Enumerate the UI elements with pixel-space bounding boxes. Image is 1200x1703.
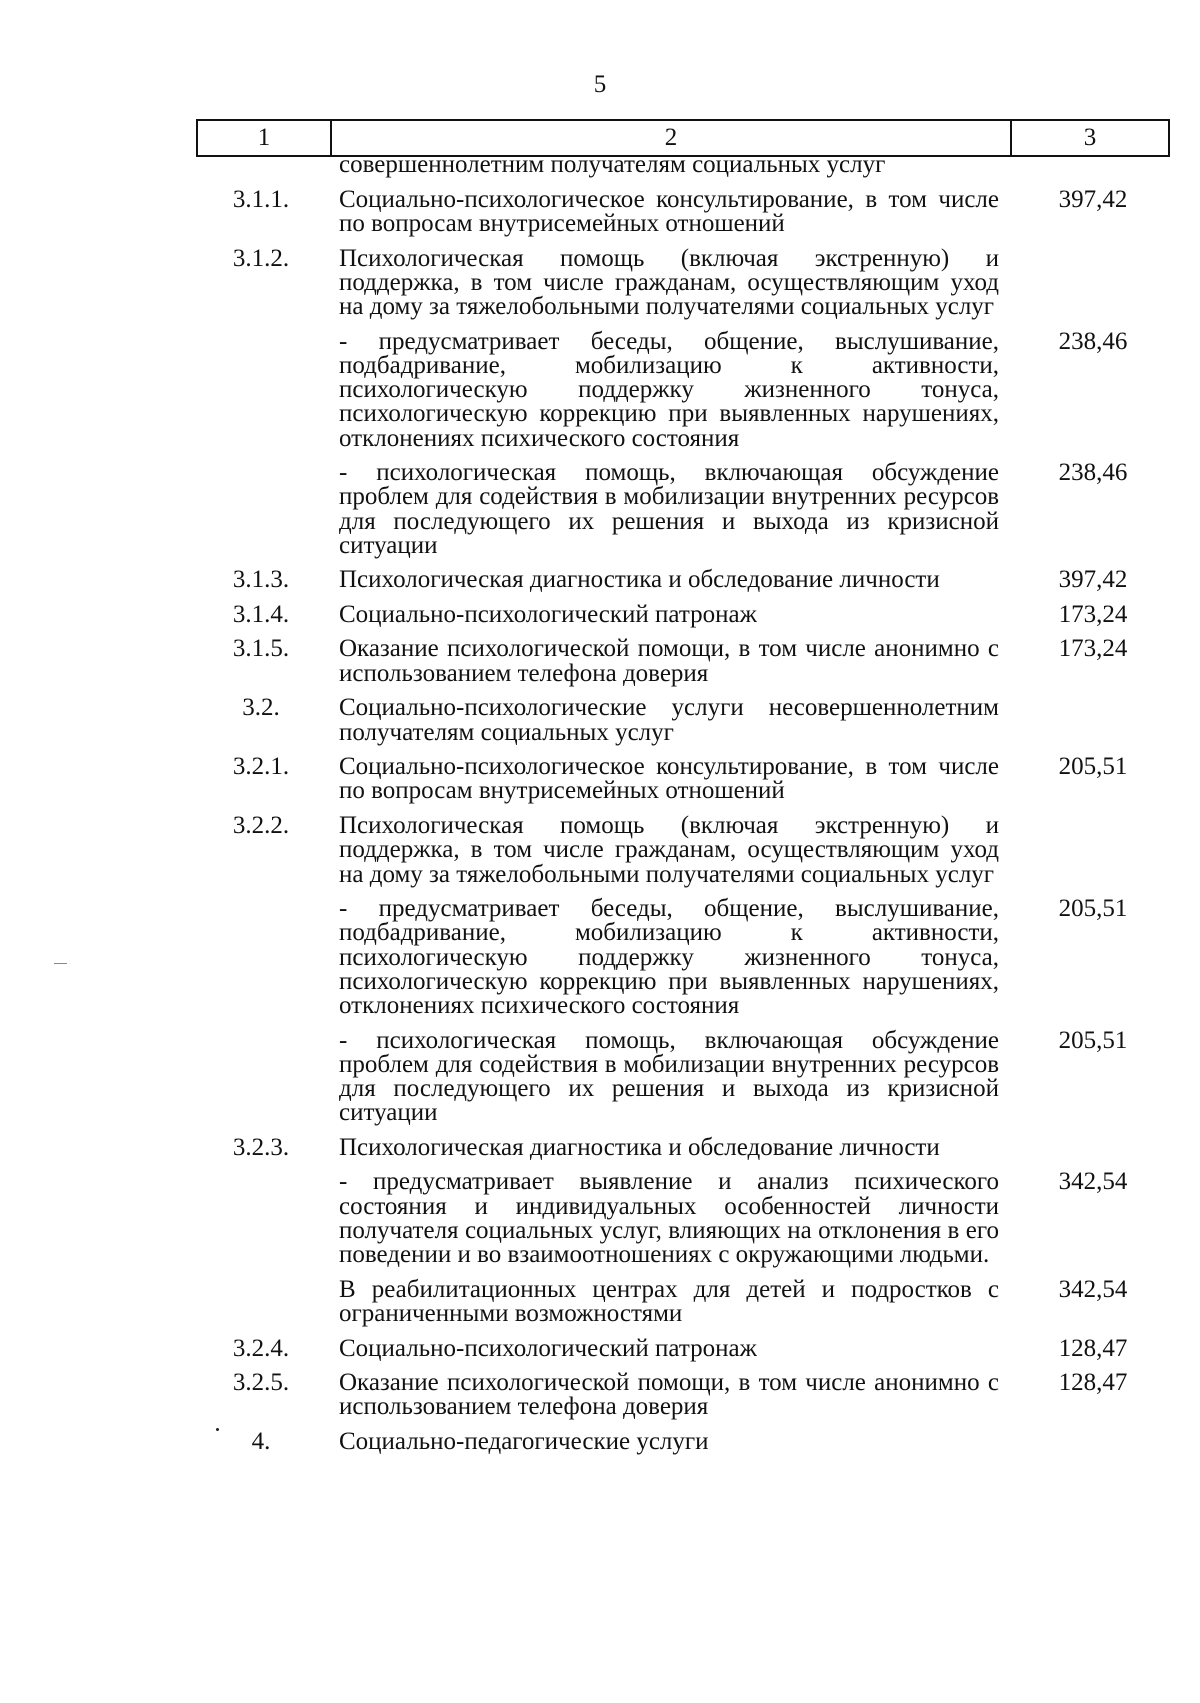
tariff-value: 238,46 — [1058, 459, 1128, 487]
scan-mark — [54, 963, 67, 964]
row-number: 3.2.2. — [232, 812, 290, 840]
service-description: Оказание психологической помощи, в том числе анонимно с использованием телефона доверия — [339, 635, 999, 687]
table-row — [196, 461, 1170, 558]
tariff-value: 128,47 — [1058, 1369, 1128, 1397]
row-number: 3.2.1. — [232, 753, 290, 781]
table-row — [196, 1026, 1170, 1127]
table-row — [196, 244, 1170, 321]
row-number: 3.1.5. — [232, 635, 290, 663]
tariff-value: 205,51 — [1058, 1026, 1128, 1054]
service-description: Социально-психологическое консультирование, в том числе по вопросам внутрисемейных отношений — [339, 753, 999, 805]
table-row — [196, 600, 1170, 628]
service-description: В реабилитационных центрах для детей и подростков с ограниченными возможностями — [339, 1275, 999, 1327]
tariff-value: 397,42 — [1058, 185, 1128, 213]
service-description: Оказание психологической помощи, в том числе анонимно с использованием телефона доверия — [339, 1369, 999, 1421]
tariff-value: 173,24 — [1058, 600, 1128, 628]
tariff-value: 205,51 — [1058, 753, 1128, 781]
table-row — [196, 1170, 1170, 1267]
service-description: Социально-психологическое консультирование, в том числе по вопросам внутрисемейных отношений — [339, 185, 999, 237]
table-row — [196, 1133, 1170, 1161]
scan-speck — [216, 1428, 219, 1431]
row-number: 3.2.4. — [232, 1334, 290, 1362]
tariff-value: 205,51 — [1058, 895, 1128, 923]
service-description: - предусматривает беседы, общение, выслушивание, подбадривание, мобилизацию к активности, психологическую поддержку жизненного тонуса, психологическую коррекцию при выявленных нарушениях, отклонениях психического состояния — [339, 327, 999, 452]
table-row — [196, 185, 1170, 237]
table-row — [196, 1275, 1170, 1327]
tariff-value: 397,42 — [1058, 566, 1128, 594]
row-number: 3.1.4. — [232, 600, 290, 628]
row-number: 3.2. — [242, 694, 280, 722]
table-row — [196, 568, 1170, 592]
table-row — [196, 153, 1170, 177]
row-number: 4. — [251, 1428, 271, 1456]
service-description: Психологическая диагностика и обследование личности — [339, 566, 940, 594]
tariff-value: 173,24 — [1058, 635, 1128, 663]
service-description: Психологическая диагностика и обследование личности — [339, 1133, 940, 1161]
tariff-table-body — [196, 153, 1170, 1465]
table-row — [196, 1371, 1170, 1419]
table-row — [196, 897, 1170, 1018]
service-description: - психологическая помощь, включающая обсуждение проблем для содействия в мобилизации внутренних ресурсов для последующего их решения и выхода из кризисной ситуации — [339, 459, 999, 559]
header-col-2: 2 — [332, 121, 1012, 155]
table-row — [196, 696, 1170, 744]
service-description: - предусматривает беседы, общение, выслушивание, подбадривание, мобилизацию к активности, психологическую поддержку жизненного тонуса, психологическую коррекцию при выявленных нарушениях, отклонениях психического состояния — [339, 895, 999, 1020]
row-number: 3.2.5. — [232, 1369, 290, 1397]
service-description: - психологическая помощь, включающая обсуждение проблем для содействия в мобилизации внутренних ресурсов для последующего их решения и выхода из кризисной ситуации — [339, 1026, 999, 1127]
row-number: 3.1.2. — [232, 244, 290, 272]
row-number: 3.2.3. — [232, 1133, 290, 1161]
table-row — [196, 327, 1170, 452]
service-description: Психологическая помощь (включая экстренную) и поддержка, в том числе гражданам, осуществляющим уход на дому за тяжелобольными получателями социальных услуг — [339, 244, 999, 321]
service-description: Психологическая помощь (включая экстренную) и поддержка, в том числе гражданам, осуществляющим уход на дому за тяжелобольными получателями социальных услуг — [339, 812, 999, 888]
service-description: совершеннолетним получателям социальных услуг — [339, 151, 886, 178]
table-row — [196, 637, 1170, 685]
service-description: Социально-психологический патронаж — [339, 1334, 757, 1362]
table-row — [196, 814, 1170, 887]
row-number: 3.1.3. — [232, 566, 290, 594]
table-row — [196, 1430, 1170, 1454]
tariff-value: 238,46 — [1058, 327, 1128, 355]
row-number: 3.1.1. — [232, 185, 290, 213]
tariff-value: 342,54 — [1058, 1168, 1128, 1196]
service-description: Социально-психологический патронаж — [339, 600, 757, 628]
tariff-value: 128,47 — [1058, 1334, 1128, 1362]
service-description: Социально-педагогические услуги — [339, 1428, 709, 1456]
service-description: - предусматривает выявление и анализ психического состояния и индивидуальных особенностей личности получателя социальных услуг, влияющих на отклонения в его поведении и во взаимоотношениях с окружающими людьми. — [339, 1168, 999, 1268]
header-col-1: 1 — [198, 121, 332, 155]
service-description: Социально-психологические услуги несовершеннолетним получателям социальных услуг — [339, 694, 999, 746]
page-number: 5 — [593, 71, 607, 98]
table-row — [196, 1334, 1170, 1362]
table-row — [196, 755, 1170, 803]
tariff-value: 342,54 — [1058, 1275, 1128, 1303]
header-col-3: 3 — [1083, 124, 1097, 151]
